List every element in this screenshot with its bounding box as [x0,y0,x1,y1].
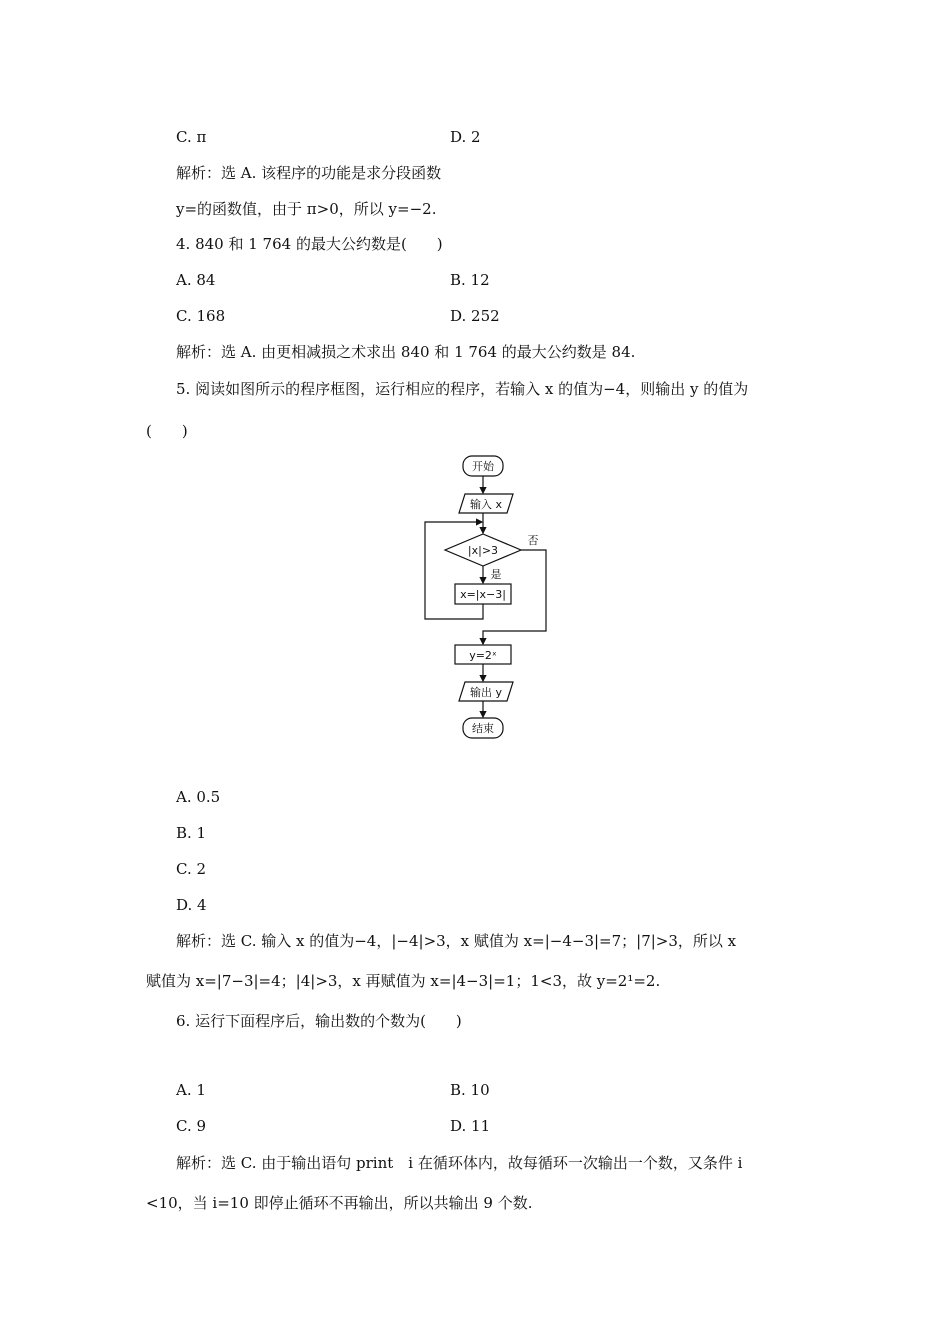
q6-option-a: A. 1 [176,1081,206,1099]
question-4: 4. 840 和 1 764 的最大公约数是( ) [176,235,443,253]
solution-4: 解析：选 A. 由更相减损之术求出 840 和 1 764 的最大公约数是 84. [176,343,636,361]
q6-option-d: D. 11 [450,1117,491,1135]
question-5: 5. 阅读如图所示的程序框图，运行相应的程序，若输入 x 的值为−4，则输出 y 的值为 [176,380,749,398]
solution-6-line1: 解析：选 C. 由于输出语句 print i 在循环体内，故每循环一次输出一个数，又条件 i [176,1154,743,1172]
solution-5-line1: 解析：选 C. 输入 x 的值为−4，|−4|>3，x 赋值为 x=|−4−3|=7；|7|>3，所以 x [176,932,737,950]
q5-option-c: C. 2 [176,860,207,878]
flow-no-label: 否 [527,534,539,547]
solution-5-line2: 赋值为 x=|7−3|=4；|4|>3，x 再赋值为 x=|4−3|=1；1<3，故 y=2¹=2. [146,972,661,990]
q4-option-b: B. 12 [450,271,490,289]
q4-option-a: A. 84 [176,271,216,289]
flow-yes-label: 是 [490,568,502,581]
q4-option-c: C. 168 [176,307,226,325]
option-c-pi: C. π [176,128,207,146]
q6-option-c: C. 9 [176,1117,207,1135]
flow-condition-label: |x|>3 [467,544,499,557]
solution-3-line2: y=的函数值，由于 π>0，所以 y=−2. [176,200,437,218]
question-6: 6. 运行下面程序后，输出数的个数为( ) [176,1012,462,1030]
q5-option-b: B. 1 [176,824,207,842]
flowchart [420,452,560,747]
q6-option-b: B. 10 [450,1081,490,1099]
solution-6-line2: <10，当 i=10 即停止循环不再输出，所以共输出 9 个数. [146,1194,533,1212]
flow-output-assign-label: y=2ˣ [469,649,497,662]
option-d-2: D. 2 [450,128,481,146]
flow-output-label: 输出 y [469,686,503,699]
flow-end-label: 结束 [472,722,494,735]
flow-start-label: 开始 [472,460,494,473]
solution-3-line1: 解析：选 A. 该程序的功能是求分段函数 [176,164,442,182]
q4-option-d: D. 252 [450,307,500,325]
question-5-blank: ( ) [146,422,188,440]
q5-option-d: D. 4 [176,896,207,914]
q5-option-a: A. 0.5 [176,788,221,806]
flow-assign-label: x=|x−3| [460,588,506,601]
flow-input-label: 输入 x [469,498,503,511]
